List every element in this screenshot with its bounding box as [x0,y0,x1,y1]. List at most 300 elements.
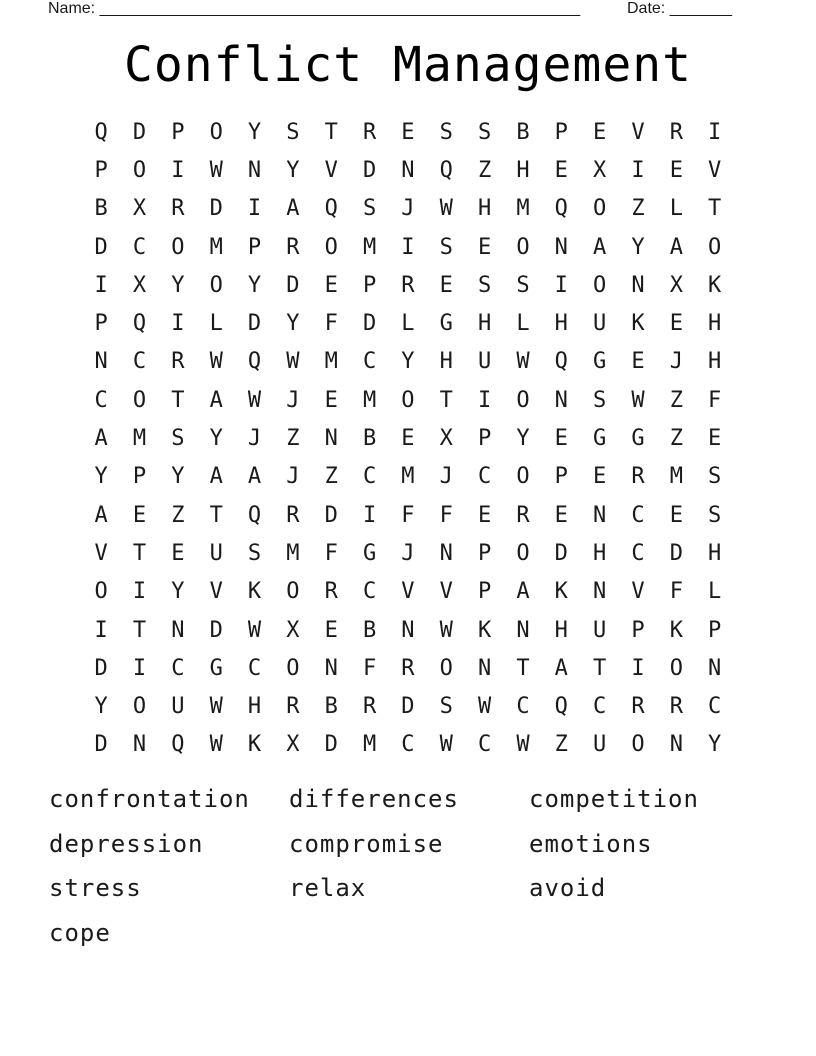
grid-letter: C [132,349,147,375]
grid-letter: I [132,579,147,605]
grid-letter: T [593,655,607,681]
grid-letter: X [286,617,300,643]
grid-letter: O [516,464,530,490]
grid-letter: D [362,311,377,337]
grid-letter: X [593,157,607,183]
grid-letter: D [401,694,415,720]
grid-letter: D [94,655,108,681]
grid-letter: D [94,234,108,260]
grid-letter: R [362,694,377,720]
grid-letter: U [593,617,607,643]
grid-letter: N [516,617,530,643]
grid-letter: G [593,426,607,452]
grid-letter: T [708,196,722,222]
grid-letter: O [593,272,607,298]
grid-letter: V [439,579,453,605]
grid-letter: P [554,119,568,145]
grid-letter: G [593,349,607,375]
grid-letter: O [132,694,147,720]
grid-letter: T [209,502,223,528]
grid-letter: P [171,119,185,145]
grid-letter: X [439,426,453,452]
grid-letter: W [439,732,453,758]
grid-letter: A [94,426,108,452]
grid-letter: N [593,502,607,528]
grid-letter: W [516,732,530,758]
grid-letter: E [171,540,185,566]
grid-letter: I [362,502,377,528]
grid-letter: Q [132,311,147,337]
grid-letter: D [554,540,568,566]
grid-letter: Q [94,119,108,145]
grid-letter: Y [708,732,722,758]
grid-letter: E [477,234,492,260]
grid-letter: P [94,157,108,183]
grid-letter: P [708,617,722,643]
grid-letter: C [362,464,377,490]
grid-letter: Y [171,464,185,490]
grid-letter: H [477,196,492,222]
grid-letter: R [362,119,377,145]
grid-letter: X [132,196,147,222]
grid-letter: A [669,234,683,260]
grid-letter: N [401,617,415,643]
grid-letter: Y [286,311,300,337]
grid-letter: O [669,655,683,681]
grid-row [82,228,734,266]
grid-letter: V [209,579,223,605]
grid-letter: R [669,694,683,720]
grid-letter: T [171,387,185,413]
grid-letter: V [94,540,108,566]
grid-letter: E [669,157,683,183]
grid-letter: D [362,157,377,183]
grid-letter: E [324,272,338,298]
grid-letter: I [554,272,568,298]
grid-letter: O [286,655,300,681]
grid-letter: R [286,694,300,720]
grid-letter: R [171,349,185,375]
grid-letter: S [439,694,453,720]
grid-letter: R [401,655,415,681]
grid-letter: K [708,272,722,298]
grid-letter: Q [554,694,568,720]
grid-letter: R [286,234,300,260]
grid-letter: C [593,694,607,720]
grid-letter: T [132,540,147,566]
grid-letter: S [439,234,453,260]
grid-letter: F [324,540,338,566]
grid-letter: F [669,579,683,605]
grid-letter: I [94,617,108,643]
grid-letter: Z [286,426,300,452]
grid-letter: C [401,732,415,758]
grid-letter: Y [171,272,185,298]
grid-letter: P [631,617,645,643]
grid-letter: J [401,196,415,222]
name-field-line: Name: ______________________________________________________ [48,0,581,17]
grid-letter: I [708,119,722,145]
grid-letter: N [554,234,568,260]
grid-letter: E [439,272,453,298]
grid-letter: J [669,349,683,375]
grid-letter: O [631,732,645,758]
grid-row [82,113,734,151]
grid-letter: D [132,119,147,145]
grid-letter: D [286,272,300,298]
grid-letter: W [209,694,223,720]
grid-letter: H [593,540,607,566]
grid-letter: R [286,502,300,528]
grid-letter: I [477,387,492,413]
grid-letter: E [593,464,607,490]
word-bank-item: confrontation [49,785,250,813]
grid-letter: C [631,502,645,528]
grid-row [82,496,734,534]
grid-letter: C [171,655,185,681]
grid-letter: A [209,464,223,490]
grid-letter: B [324,694,338,720]
grid-row [82,726,734,764]
grid-letter: I [94,272,108,298]
grid-letter: E [554,502,568,528]
grid-letter: W [209,732,223,758]
grid-letter: P [477,426,492,452]
grid-letter: I [171,157,185,183]
grid-letter: M [362,234,377,260]
grid-letter: I [247,196,262,222]
grid-letter: Z [324,464,338,490]
grid-letter: D [94,732,108,758]
grid-letter: S [477,119,492,145]
grid-letter: N [94,349,108,375]
grid-letter: D [247,311,262,337]
grid-letter: O [209,272,223,298]
grid-letter: J [286,387,300,413]
grid-letter: C [247,655,262,681]
grid-letter: A [209,387,223,413]
grid-row [82,304,734,342]
grid-letter: M [401,464,415,490]
word-bank-item: cope [49,918,111,947]
grid-letter: L [516,311,530,337]
grid-letter: E [593,119,607,145]
grid-letter: P [247,234,262,260]
grid-letter: L [669,196,683,222]
grid-letter: X [669,272,683,298]
grid-letter: A [593,234,607,260]
grid-letter: R [631,464,645,490]
grid-letter: N [247,157,262,183]
grid-letter: B [362,617,377,643]
grid-letter: N [324,426,338,452]
grid-letter: M [209,234,223,260]
grid-letter: H [708,540,722,566]
grid-letter: A [516,579,530,605]
grid-letter: P [132,464,147,490]
grid-letter: H [708,349,722,375]
grid-letter: L [401,311,415,337]
grid-letter: D [669,540,683,566]
grid-letter: R [631,694,645,720]
grid-letter: H [554,617,568,643]
date-field-line: Date: _______ [627,0,732,17]
grid-letter: H [477,311,492,337]
grid-letter: H [439,349,453,375]
grid-letter: W [209,157,223,183]
grid-letter: A [94,502,108,528]
grid-letter: K [247,732,262,758]
grid-letter: Y [401,349,415,375]
grid-letter: G [631,426,645,452]
grid-letter: O [171,234,185,260]
grid-letter: C [132,234,147,260]
grid-letter: E [669,311,683,337]
grid-letter: N [669,732,683,758]
grid-letter: Z [631,196,645,222]
word-bank-item: relax [289,874,367,902]
grid-letter: H [708,311,722,337]
grid-letter: T [439,387,453,413]
grid-letter: E [669,502,683,528]
grid-letter: O [286,579,300,605]
grid-letter: V [631,579,645,605]
grid-letter: P [94,311,108,337]
grid-row [82,381,734,419]
grid-letter: M [516,196,530,222]
grid-letter: J [286,464,300,490]
grid-letter: C [94,387,108,413]
grid-letter: Q [554,349,568,375]
grid-letter: W [247,387,262,413]
grid-letter: D [209,196,223,222]
grid-row [82,611,734,649]
grid-letter: J [439,464,453,490]
grid-letter: O [209,119,223,145]
grid-row [82,266,734,304]
grid-letter: E [324,387,338,413]
grid-letter: O [132,157,147,183]
grid-letter: I [631,157,645,183]
grid-letter: K [247,579,262,605]
grid-letter: A [247,464,262,490]
grid-letter: X [286,732,300,758]
grid-letter: E [401,426,415,452]
word-bank-item: competition [529,785,699,813]
grid-letter: Y [247,119,262,145]
grid-letter: W [477,694,492,720]
grid-letter: U [477,349,492,375]
grid-letter: O [132,387,147,413]
grid-letter: P [477,579,492,605]
grid-letter: X [132,272,147,298]
grid-letter: T [132,617,147,643]
grid-letter: O [324,234,338,260]
word-bank-item: emotions [529,829,653,858]
page-title: Conflict Management [123,37,693,93]
grid-letter: S [286,119,300,145]
word-bank-item: compromise [289,829,444,858]
grid-letter: Y [247,272,262,298]
grid-letter: Q [554,196,568,222]
grid-letter: Y [94,694,108,720]
grid-letter: Y [94,464,108,490]
grid-letter: E [401,119,415,145]
grid-letter: U [209,540,223,566]
grid-letter: I [132,655,147,681]
grid-letter: H [516,157,530,183]
grid-letter: S [171,426,185,452]
grid-letter: M [286,540,300,566]
grid-letter: E [631,349,645,375]
grid-letter: P [554,464,568,490]
word-bank-item: differences [289,785,459,813]
grid-letter: R [516,502,530,528]
grid-letter: P [477,540,492,566]
grid-letter: K [477,617,492,643]
word-bank-item: stress [49,874,142,902]
grid-letter: K [631,311,645,337]
grid-letter: F [708,387,722,413]
grid-letter: D [324,502,338,528]
grid-letter: C [362,349,377,375]
grid-row [82,687,734,725]
grid-letter: F [401,502,415,528]
grid-letter: S [439,119,453,145]
grid-letter: C [631,540,645,566]
grid-letter: I [401,234,415,260]
grid-letter: Z [554,732,568,758]
grid-letter: Q [247,349,262,375]
grid-letter: Z [477,157,492,183]
grid-letter: S [593,387,607,413]
grid-letter: H [247,694,262,720]
grid-letter: C [362,579,377,605]
grid-letter: E [132,502,147,528]
grid-letter: G [209,655,223,681]
grid-letter: D [209,617,223,643]
grid-letter: W [439,196,453,222]
grid-letter: V [324,157,338,183]
grid-letter: U [171,694,185,720]
grid-letter: N [708,655,722,681]
grid-letter: C [477,732,492,758]
grid-letter: G [439,311,453,337]
word-bank [49,780,769,952]
grid-letter: Y [516,426,530,452]
grid-letter: N [171,617,185,643]
grid-letter: H [554,311,568,337]
grid-letter: M [362,732,377,758]
grid-letter: V [631,119,645,145]
grid-letter: V [401,579,415,605]
letter-grid [82,113,734,764]
grid-row [82,343,734,381]
grid-letter: W [247,617,262,643]
word-bank-item: depression [49,829,204,858]
grid-letter: C [708,694,722,720]
grid-letter: U [593,311,607,337]
grid-letter: Q [247,502,262,528]
grid-letter: F [324,311,338,337]
grid-letter: W [631,387,645,413]
grid-letter: N [477,655,492,681]
grid-letter: F [439,502,453,528]
grid-letter: Z [669,387,683,413]
grid-letter: Z [171,502,185,528]
grid-letter: W [209,349,223,375]
grid-letter: E [708,426,722,452]
grid-letter: B [362,426,377,452]
grid-letter: I [171,311,185,337]
grid-letter: B [94,196,108,222]
grid-letter: K [669,617,683,643]
grid-letter: E [554,157,568,183]
grid-letter: Y [209,426,223,452]
grid-letter: E [477,502,492,528]
grid-letter: O [516,540,530,566]
grid-letter: N [401,157,415,183]
grid-letter: G [362,540,377,566]
grid-letter: E [554,426,568,452]
grid-letter: R [401,272,415,298]
grid-letter: Q [324,196,338,222]
grid-letter: W [516,349,530,375]
grid-letter: S [708,464,722,490]
grid-letter: F [362,655,377,681]
grid-letter: Y [631,234,645,260]
grid-letter: I [631,655,645,681]
grid-letter: P [362,272,377,298]
grid-row [82,649,734,687]
grid-letter: L [708,579,722,605]
grid-letter: C [477,464,492,490]
grid-letter: L [209,311,223,337]
grid-letter: O [708,234,722,260]
grid-letter: Z [669,426,683,452]
grid-letter: S [362,196,377,222]
grid-row [82,151,734,189]
grid-letter: N [324,655,338,681]
grid-letter: S [708,502,722,528]
grid-letter: K [554,579,568,605]
grid-letter: M [132,426,147,452]
grid-letter: N [593,579,607,605]
grid-letter: A [286,196,300,222]
grid-row [82,190,734,228]
grid-letter: S [477,272,492,298]
grid-row [82,534,734,572]
grid-letter: W [439,617,453,643]
grid-letter: C [516,694,530,720]
grid-letter: R [171,196,185,222]
grid-letter: T [324,119,338,145]
grid-letter: Q [171,732,185,758]
grid-letter: N [554,387,568,413]
grid-letter: Q [439,157,453,183]
grid-letter: O [401,387,415,413]
grid-row [82,458,734,496]
grid-row [82,573,734,611]
grid-letter: O [516,234,530,260]
grid-row [82,419,734,457]
grid-letter: J [247,426,262,452]
grid-letter: O [516,387,530,413]
grid-letter: O [593,196,607,222]
grid-letter: N [439,540,453,566]
grid-letter: M [669,464,683,490]
word-bank-item: avoid [529,874,607,902]
